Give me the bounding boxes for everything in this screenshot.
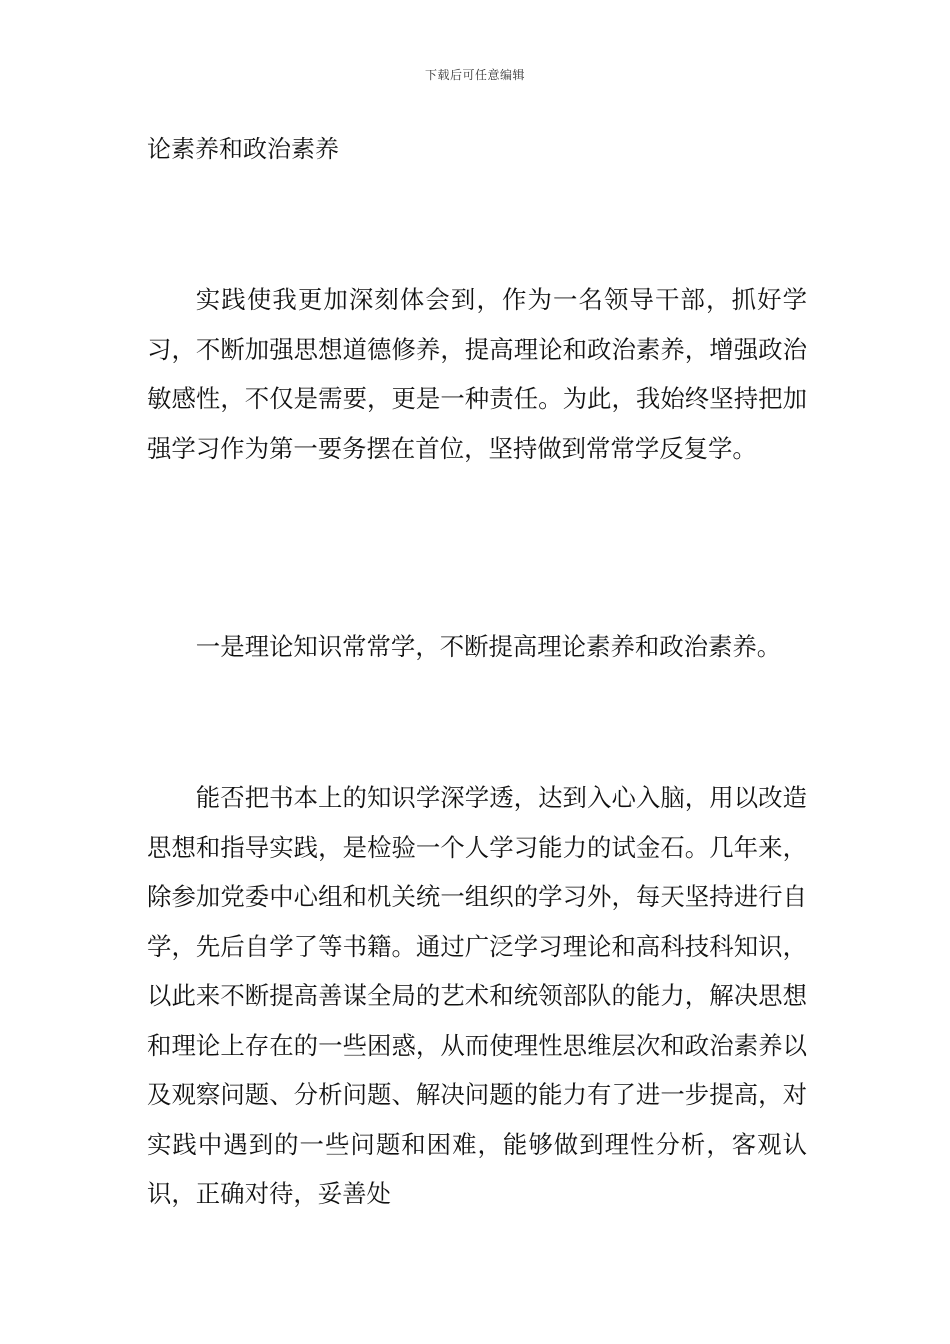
paragraph-theory-heading: 一是理论知识常常学，不断提高理论素养和政治素养。	[195, 632, 782, 661]
paragraph-practice: 实践使我更加深刻体会到，作为一名领导干部，抓好学习，不断加强思想道德修养，提高理论和政治素养，增强政治敏感性，不仅是需要，更是一种责任。为此，我始终坚持把加强学习作为第一要务摆在首位，坚持做到常常学反复学。	[147, 285, 807, 463]
page-header-note: 下载后可任意编辑	[424, 68, 525, 82]
document-title: 论素养和政治素养	[147, 135, 339, 163]
paragraph-study-details: 能否把书本上的知识学深学透，达到入心入脑，用以改造思想和指导实践，是检验一个人学习能力的试金石。几年来，除参加党委中心组和机关统一组织的学习外，每天坚持进行自学，先后自学了等书籍。通过广泛学习理论和高科技科知识，以此来不断提高善谋全局的艺术和统领部队的能力，解决思想和理论上存在的一些困惑，从而使理性思维层次和政治素养以及观察问题、分析问题、解决问题的能力有了进一步提高，对实践中遇到的一些问题和困难，能够做到理性分析，客观认识，正确对待，妥善处	[147, 783, 807, 1208]
